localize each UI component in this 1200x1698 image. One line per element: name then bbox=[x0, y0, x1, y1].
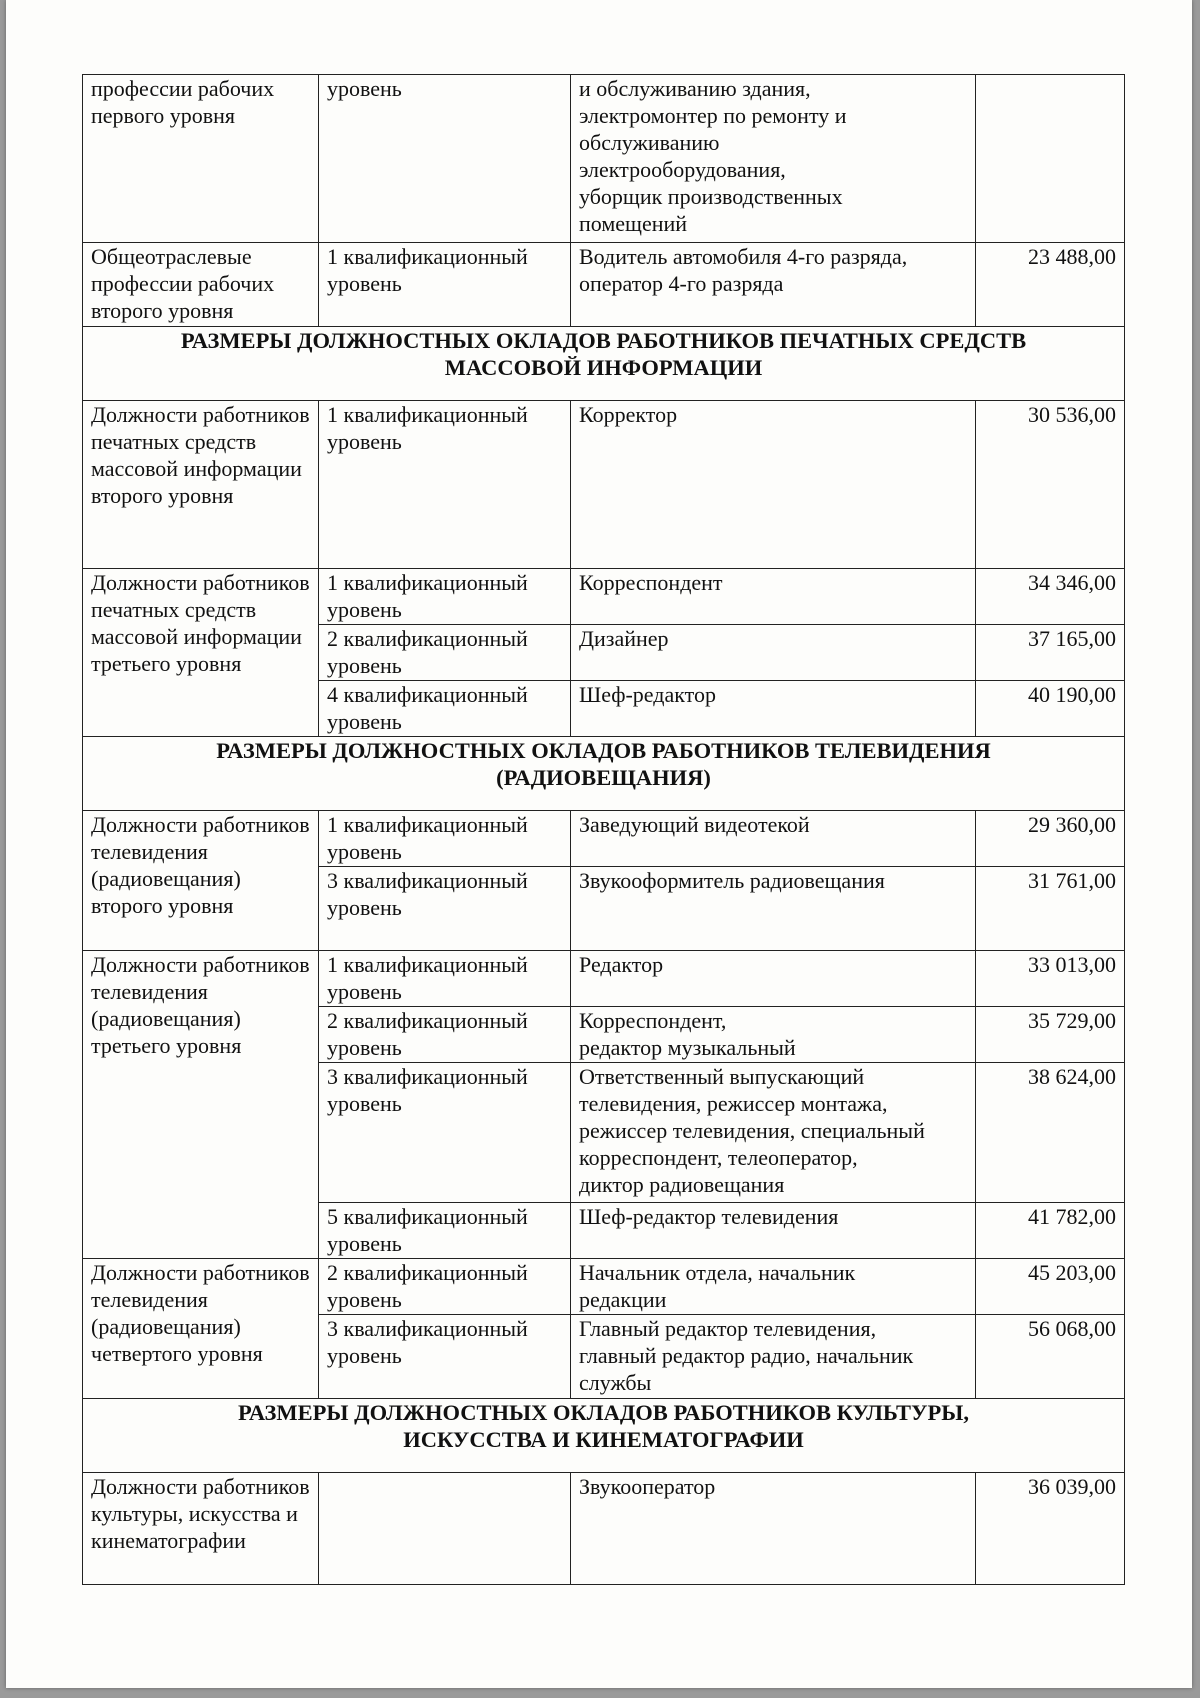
table-row bbox=[83, 569, 1125, 625]
level-cell: 2 квалификационный уровень bbox=[319, 1259, 571, 1315]
amount-cell: 31 761,00 bbox=[976, 867, 1125, 951]
section-title-television: РАЗМЕРЫ ДОЛЖНОСТНЫХ ОКЛАДОВ РАБОТНИКОВ ТЕЛЕВИДЕНИЯ (РАДИОВЕЩАНИЯ) bbox=[83, 737, 1125, 811]
table-row bbox=[83, 1259, 1125, 1315]
amount-cell: 38 624,00 bbox=[976, 1063, 1125, 1203]
section-header-row bbox=[83, 327, 1125, 401]
level-cell: 2 квалификационный уровень bbox=[319, 1007, 571, 1063]
group-cell: Должности работников культуры, искусства и кинематографии bbox=[83, 1473, 319, 1585]
amount-cell: 45 203,00 bbox=[976, 1259, 1125, 1315]
amount-cell: 37 165,00 bbox=[976, 625, 1125, 681]
positions-cell: Водитель автомобиля 4-го разряда, оператор 4-го разряда bbox=[571, 243, 976, 327]
positions-cell: Звукооператор bbox=[571, 1473, 976, 1585]
table-row bbox=[83, 1473, 1125, 1585]
section-title-print-media: РАЗМЕРЫ ДОЛЖНОСТНЫХ ОКЛАДОВ РАБОТНИКОВ ПЕЧАТНЫХ СРЕДСТВ МАССОВОЙ ИНФОРМАЦИИ bbox=[83, 327, 1125, 401]
level-cell: 4 квалификационный уровень bbox=[319, 681, 571, 737]
level-cell: 3 квалификационный уровень bbox=[319, 1315, 571, 1399]
salary-table bbox=[82, 74, 1125, 1585]
positions-cell: Корректор bbox=[571, 401, 976, 569]
group-cell: профессии рабочих первого уровня bbox=[83, 75, 319, 243]
positions-cell: Шеф-редактор bbox=[571, 681, 976, 737]
document-page bbox=[6, 0, 1192, 1688]
group-cell: Должности работников телевидения (радиовещания) третьего уровня bbox=[83, 951, 319, 1259]
amount-cell: 35 729,00 bbox=[976, 1007, 1125, 1063]
level-cell: 3 квалификационный уровень bbox=[319, 867, 571, 951]
group-cell: Должности работников печатных средств массовой информации третьего уровня bbox=[83, 569, 319, 737]
section-header-row bbox=[83, 737, 1125, 811]
level-cell: 1 квалификационный уровень bbox=[319, 569, 571, 625]
section-title-culture: РАЗМЕРЫ ДОЛЖНОСТНЫХ ОКЛАДОВ РАБОТНИКОВ КУЛЬТУРЫ, ИСКУССТВА И КИНЕМАТОГРАФИИ bbox=[83, 1399, 1125, 1473]
group-cell: Общеотраслевые профессии рабочих второго уровня bbox=[83, 243, 319, 327]
section-header-row bbox=[83, 1399, 1125, 1473]
level-cell: 1 квалификационный уровень bbox=[319, 811, 571, 867]
positions-cell: Ответственный выпускающий телевидения, режиссер монтажа, режиссер телевидения, специальный корреспондент, телеоператор, диктор радиовещания bbox=[571, 1063, 976, 1203]
level-cell: 1 квалификационный уровень bbox=[319, 951, 571, 1007]
level-cell: уровень bbox=[319, 75, 571, 243]
table-row bbox=[83, 75, 1125, 243]
table-row bbox=[83, 401, 1125, 569]
positions-cell: Редактор bbox=[571, 951, 976, 1007]
positions-cell: Корреспондент bbox=[571, 569, 976, 625]
level-cell: 2 квалификационный уровень bbox=[319, 625, 571, 681]
amount-cell: 40 190,00 bbox=[976, 681, 1125, 737]
amount-cell: 29 360,00 bbox=[976, 811, 1125, 867]
amount-cell: 36 039,00 bbox=[976, 1473, 1125, 1585]
positions-cell: Заведующий видеотекой bbox=[571, 811, 976, 867]
amount-cell: 34 346,00 bbox=[976, 569, 1125, 625]
level-cell bbox=[319, 1473, 571, 1585]
amount-cell: 23 488,00 bbox=[976, 243, 1125, 327]
amount-cell: 33 013,00 bbox=[976, 951, 1125, 1007]
level-cell: 1 квалификационный уровень bbox=[319, 243, 571, 327]
group-cell: Должности работников телевидения (радиовещания) второго уровня bbox=[83, 811, 319, 951]
level-cell: 1 квалификационный уровень bbox=[319, 401, 571, 569]
positions-cell: Главный редактор телевидения, главный редактор радио, начальник службы bbox=[571, 1315, 976, 1399]
amount-cell: 41 782,00 bbox=[976, 1203, 1125, 1259]
table-row bbox=[83, 951, 1125, 1007]
group-cell: Должности работников печатных средств массовой информации второго уровня bbox=[83, 401, 319, 569]
amount-cell bbox=[976, 75, 1125, 243]
level-cell: 5 квалификационный уровень bbox=[319, 1203, 571, 1259]
positions-cell: Дизайнер bbox=[571, 625, 976, 681]
positions-cell: Звукооформитель радиовещания bbox=[571, 867, 976, 951]
amount-cell: 30 536,00 bbox=[976, 401, 1125, 569]
table-row bbox=[83, 811, 1125, 867]
group-cell: Должности работников телевидения (радиовещания) четвертого уровня bbox=[83, 1259, 319, 1399]
positions-cell: Начальник отдела, начальник редакции bbox=[571, 1259, 976, 1315]
amount-cell: 56 068,00 bbox=[976, 1315, 1125, 1399]
positions-cell: и обслуживанию здания, электромонтер по ремонту и обслуживанию электрооборудования, уборщик производственных помещений bbox=[571, 75, 976, 243]
table-row bbox=[83, 243, 1125, 327]
positions-cell: Корреспондент, редактор музыкальный bbox=[571, 1007, 976, 1063]
positions-cell: Шеф-редактор телевидения bbox=[571, 1203, 976, 1259]
level-cell: 3 квалификационный уровень bbox=[319, 1063, 571, 1203]
